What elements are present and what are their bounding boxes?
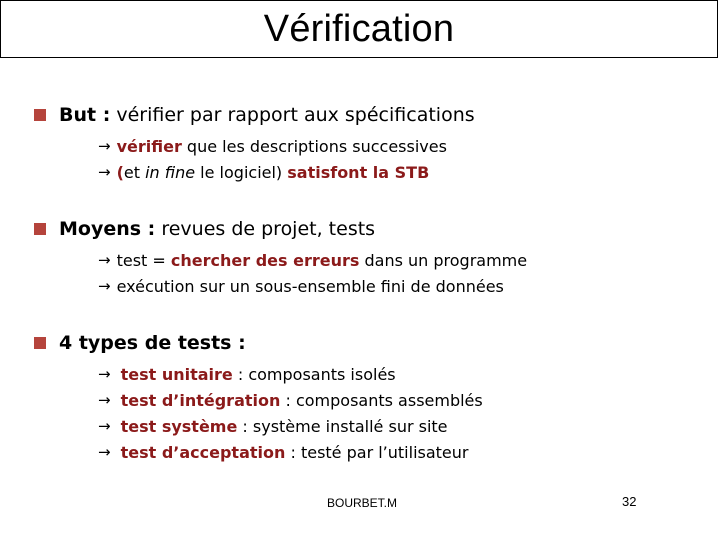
sub-emphasis: test d’acceptation: [120, 442, 286, 462]
right-arrow-icon: →: [98, 417, 111, 435]
right-arrow-icon: →: [98, 137, 111, 155]
right-arrow-icon: →: [98, 277, 111, 295]
sub-text: le logiciel): [195, 162, 288, 182]
right-arrow-icon: →: [98, 365, 111, 383]
sub-item: [98, 247, 527, 273]
sub-text: : composants assemblés: [280, 390, 483, 410]
sub-text: que les descriptions successives: [181, 136, 447, 156]
sub-item: [98, 361, 483, 387]
sub-emphasis: vérifier: [116, 136, 182, 156]
sub-text: test =: [116, 250, 171, 270]
section-but: [34, 102, 475, 185]
right-arrow-icon: →: [98, 443, 111, 461]
bullet-types: [34, 330, 483, 356]
sub-item: [98, 413, 483, 439]
sub-text: : testé par l’utilisateur: [285, 442, 469, 462]
bullet-text: vérifier par rapport aux spécifications: [110, 104, 475, 126]
sub-item: [98, 159, 475, 185]
sub-item: [98, 133, 475, 159]
sub-text: : système installé sur site: [237, 416, 448, 436]
right-arrow-icon: →: [98, 251, 111, 269]
sub-item: [98, 273, 527, 299]
bullet-heading: Moyens :: [59, 218, 156, 240]
sub-italic: in fine: [145, 162, 196, 182]
sub-text: exécution sur un sous-ensemble fini de données: [116, 276, 504, 296]
slide-title: Vérification: [263, 7, 455, 50]
sub-text: et: [123, 162, 146, 182]
sub-emphasis: test unitaire: [120, 364, 233, 384]
sub-item: [98, 387, 483, 413]
sub-emphasis: (: [116, 162, 124, 182]
bullet-heading: But :: [59, 104, 111, 126]
bullet-but: [34, 102, 475, 128]
right-arrow-icon: →: [98, 391, 111, 409]
square-bullet-icon: [34, 223, 46, 235]
sub-item: [98, 439, 483, 465]
title-frame: [0, 0, 718, 58]
sub-emphasis: test système: [120, 416, 238, 436]
square-bullet-icon: [34, 109, 46, 121]
sub-emphasis: test d’intégration: [120, 390, 281, 410]
footer-author: BOURBET.M: [327, 496, 398, 510]
section-moyens: [34, 216, 527, 299]
sub-text: : composants isolés: [232, 364, 396, 384]
sub-text: dans un programme: [359, 250, 528, 270]
sub-emphasis: satisfont la STB: [287, 162, 430, 182]
bullet-heading: 4 types de tests :: [59, 332, 246, 354]
square-bullet-icon: [34, 337, 46, 349]
section-types: [34, 330, 483, 465]
bullet-text: revues de projet, tests: [155, 218, 376, 240]
sub-emphasis: chercher des erreurs: [170, 250, 360, 270]
bullet-moyens: [34, 216, 527, 242]
right-arrow-icon: →: [98, 163, 111, 181]
page-number: 32: [622, 494, 637, 509]
